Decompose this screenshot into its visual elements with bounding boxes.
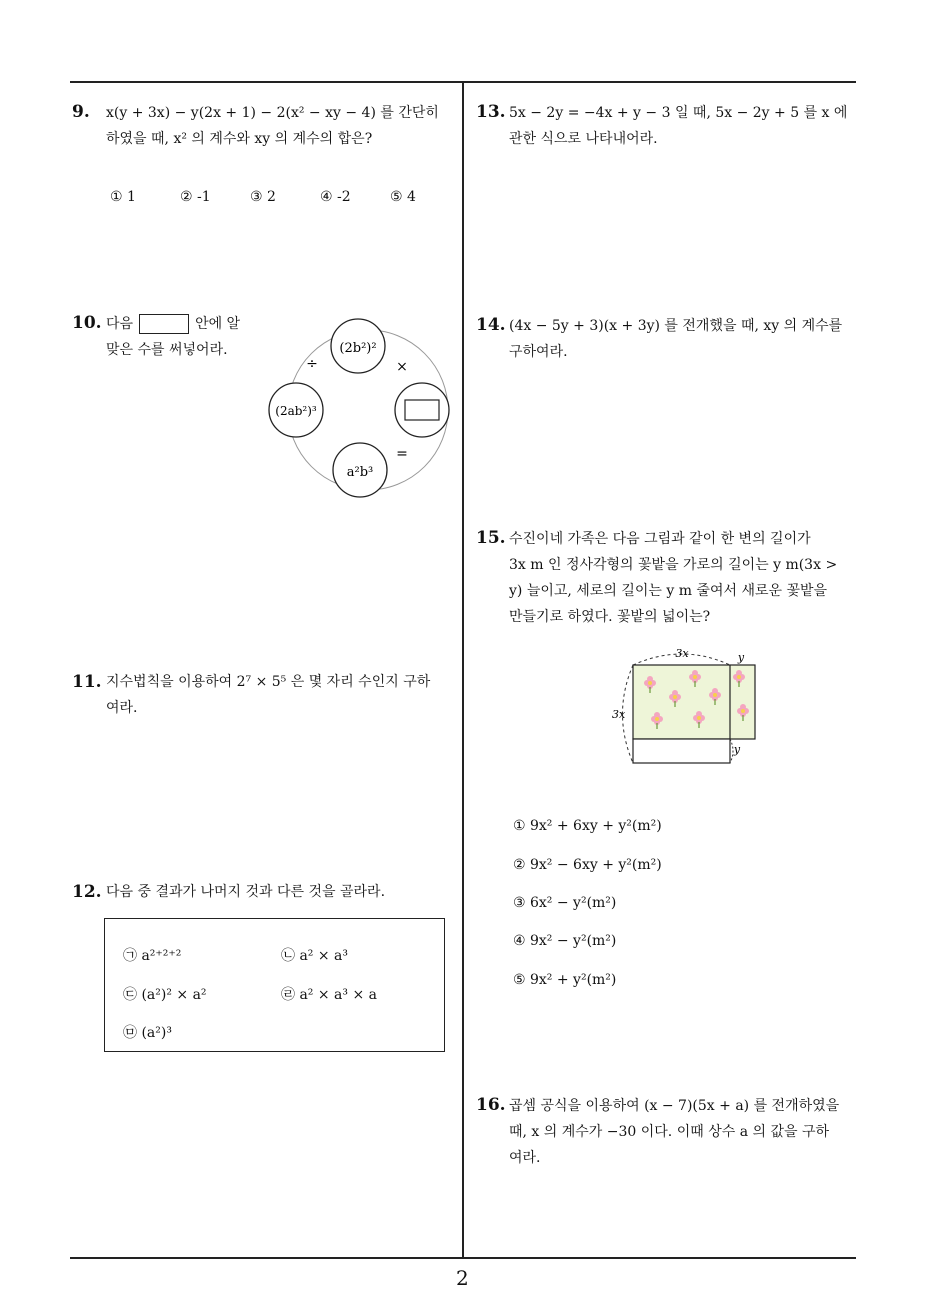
q16-number: 16. <box>476 1095 506 1115</box>
answer-blank-box <box>139 314 189 334</box>
q14-line2: 구하여라. <box>509 344 568 360</box>
column-divider <box>462 81 464 1259</box>
q12-number: 12. <box>72 882 102 902</box>
circle-right <box>395 383 449 437</box>
q13-line1: 5x − 2y = −4x + y − 3 일 때, 5x − 2y + 5 를 x 에 <box>509 105 848 121</box>
label-top-y: y <box>737 651 745 664</box>
q15-choice[interactable]: ④ 9x² − y²(m²) <box>513 933 617 949</box>
q12-item: ㉡ a² × a³ <box>281 948 348 964</box>
q14-line1: (4x − 5y + 3)(x + 3y) 를 전개했을 때, xy 의 계수를 <box>509 318 843 334</box>
q12-item: ㉤ (a²)³ <box>123 1025 172 1041</box>
q12-item: ㉠ a²⁺²⁺² <box>123 948 182 964</box>
q9-number: 9. <box>72 102 90 122</box>
q15-choice[interactable]: ⑤ 9x² + y²(m²) <box>513 972 617 988</box>
q10-text <box>106 311 266 363</box>
q14-text <box>509 313 859 365</box>
q16-line1: 곱셈 공식을 이용하여 (x − 7)(5x + a) 를 전개하였을 <box>509 1098 840 1114</box>
q14-number: 14. <box>476 315 506 335</box>
q12-text: 다음 중 결과가 나머지 것과 다른 것을 골라라. <box>106 884 386 900</box>
op-equals: = <box>396 446 408 462</box>
op-multiply: × <box>396 359 408 375</box>
circle-top-label: (2b²)² <box>339 341 377 356</box>
q16-line2: 때, x 의 계수가 −30 이다. 이때 상수 a 의 값을 구하 <box>509 1124 830 1140</box>
q9-text <box>106 100 456 152</box>
q13-number: 13. <box>476 102 506 122</box>
q11-line2: 여라. <box>106 700 138 716</box>
removed-strip <box>633 739 730 763</box>
label-right-y: y <box>733 743 741 756</box>
q15-line2: 3x m 인 정사각형의 꽃밭을 가로의 길이는 y m(3x > <box>509 557 838 573</box>
q15-flowerbed-figure <box>600 645 770 770</box>
q10-number: 10. <box>72 313 102 333</box>
q16-text <box>509 1093 859 1171</box>
q15-line1: 수진이네 가족은 다음 그림과 같이 한 변의 길이가 <box>509 531 811 547</box>
q15-number: 15. <box>476 528 506 548</box>
q10-line1a: 다음 <box>106 316 134 332</box>
q10-line1b: 안에 알 <box>195 316 241 332</box>
q13-text <box>509 100 859 152</box>
label-left-3x: 3x <box>612 708 626 721</box>
q10-line2: 맞은 수를 써넣어라. <box>106 342 228 358</box>
q9-choice[interactable]: ③ 2 <box>250 189 276 205</box>
q9-choice[interactable]: ④ -2 <box>320 189 351 205</box>
q15-choice[interactable]: ① 9x² + 6xy + y²(m²) <box>513 818 662 834</box>
label-top-3x: 3x <box>675 647 689 660</box>
q13-line2: 관한 식으로 나타내어라. <box>509 131 658 147</box>
circle-left-label: (2ab²)³ <box>275 404 317 418</box>
page-number: 2 <box>456 1266 469 1290</box>
q15-text <box>509 526 859 630</box>
q10-circle-diagram <box>262 312 462 502</box>
q9-choice[interactable]: ② -1 <box>180 189 211 205</box>
q11-number: 11. <box>72 672 102 692</box>
circle-bottom-label: a²b³ <box>346 465 374 480</box>
q15-choice[interactable]: ② 9x² − 6xy + y²(m²) <box>513 857 662 873</box>
q9-choice[interactable]: ① 1 <box>110 189 136 205</box>
q15-choice[interactable]: ③ 6x² − y²(m²) <box>513 895 617 911</box>
q12-item: ㉣ a² × a³ × a <box>281 987 377 1003</box>
q9-choice[interactable]: ⑤ 4 <box>390 189 416 205</box>
op-divide: ÷ <box>306 356 318 372</box>
q9-line2: 하였을 때, x² 의 계수와 xy 의 계수의 합은? <box>106 131 373 147</box>
q15-line3: y) 늘이고, 세로의 길이는 y m 줄여서 새로운 꽃밭을 <box>509 583 828 599</box>
q15-line4: 만들기로 하였다. 꽃밭의 넓이는? <box>509 609 711 625</box>
q11-line1: 지수법칙을 이용하여 2⁷ × 5⁵ 은 몇 자리 수인지 구하 <box>106 674 431 690</box>
q12-item: ㉢ (a²)² × a² <box>123 987 207 1003</box>
q16-line3: 여라. <box>509 1150 541 1166</box>
q11-text <box>106 669 456 721</box>
q9-line1: x(y + 3x) − y(2x + 1) − 2(x² − xy − 4) 를 간단히 <box>106 105 439 121</box>
q9-choices <box>110 189 460 205</box>
